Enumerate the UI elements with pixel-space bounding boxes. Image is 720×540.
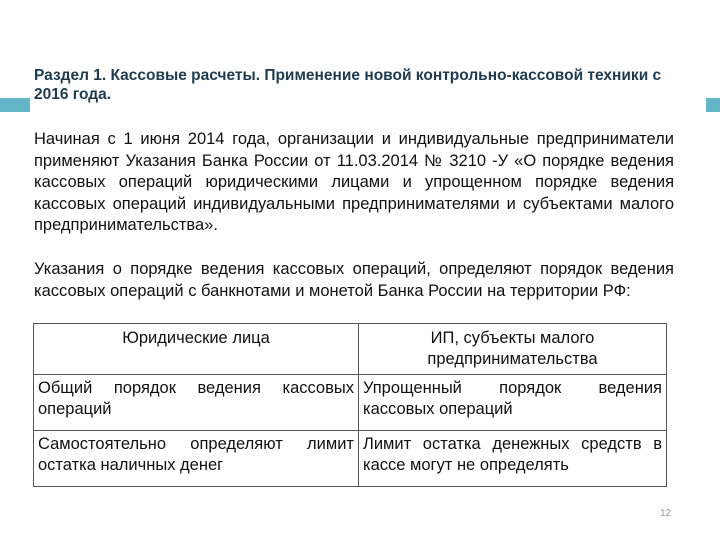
accent-bar-left bbox=[0, 98, 30, 112]
table-row bbox=[34, 375, 667, 431]
table-cell: Лимит остатка денежных средств в кассе могут не определять bbox=[359, 431, 667, 487]
slide-title: Раздел 1. Кассовые расчеты. Применение новой контрольно-кассовой техники с 2016 года. bbox=[34, 67, 662, 103]
header-ip-small-business: ИП, субъекты малого предпринимательства bbox=[359, 324, 667, 375]
table-cell: Общий порядок ведения кассовых операций bbox=[34, 375, 359, 431]
paragraph-intro: Начиная с 1 июня 2014 года, организации и индивидуальные предприниматели применяют Указания Банка России от 11.03.2014 № 3210 -У «О порядке ведения кассовых операций юридическими лицами и упрощенном порядке ведения кассовых операций индивидуальными предпринимателями и субъектами малого предпринимательства». bbox=[34, 130, 674, 234]
table-header-row bbox=[34, 324, 667, 375]
table-cell: Самостоятельно определяют лимит остатка наличных денег bbox=[34, 431, 359, 487]
table-cell: Упрощенный порядок ведения кассовых операций bbox=[359, 375, 667, 431]
page-number: 12 bbox=[660, 508, 672, 519]
table-row bbox=[34, 431, 667, 487]
comparison-table bbox=[33, 323, 667, 487]
paragraph-instructions: Указания о порядке ведения кассовых операций, определяют порядок ведения кассовых операций с банкнотами и монетой Банка России на территории РФ: bbox=[34, 260, 674, 300]
accent-bar-right bbox=[706, 98, 720, 112]
header-legal-entities: Юридические лица bbox=[34, 324, 359, 375]
